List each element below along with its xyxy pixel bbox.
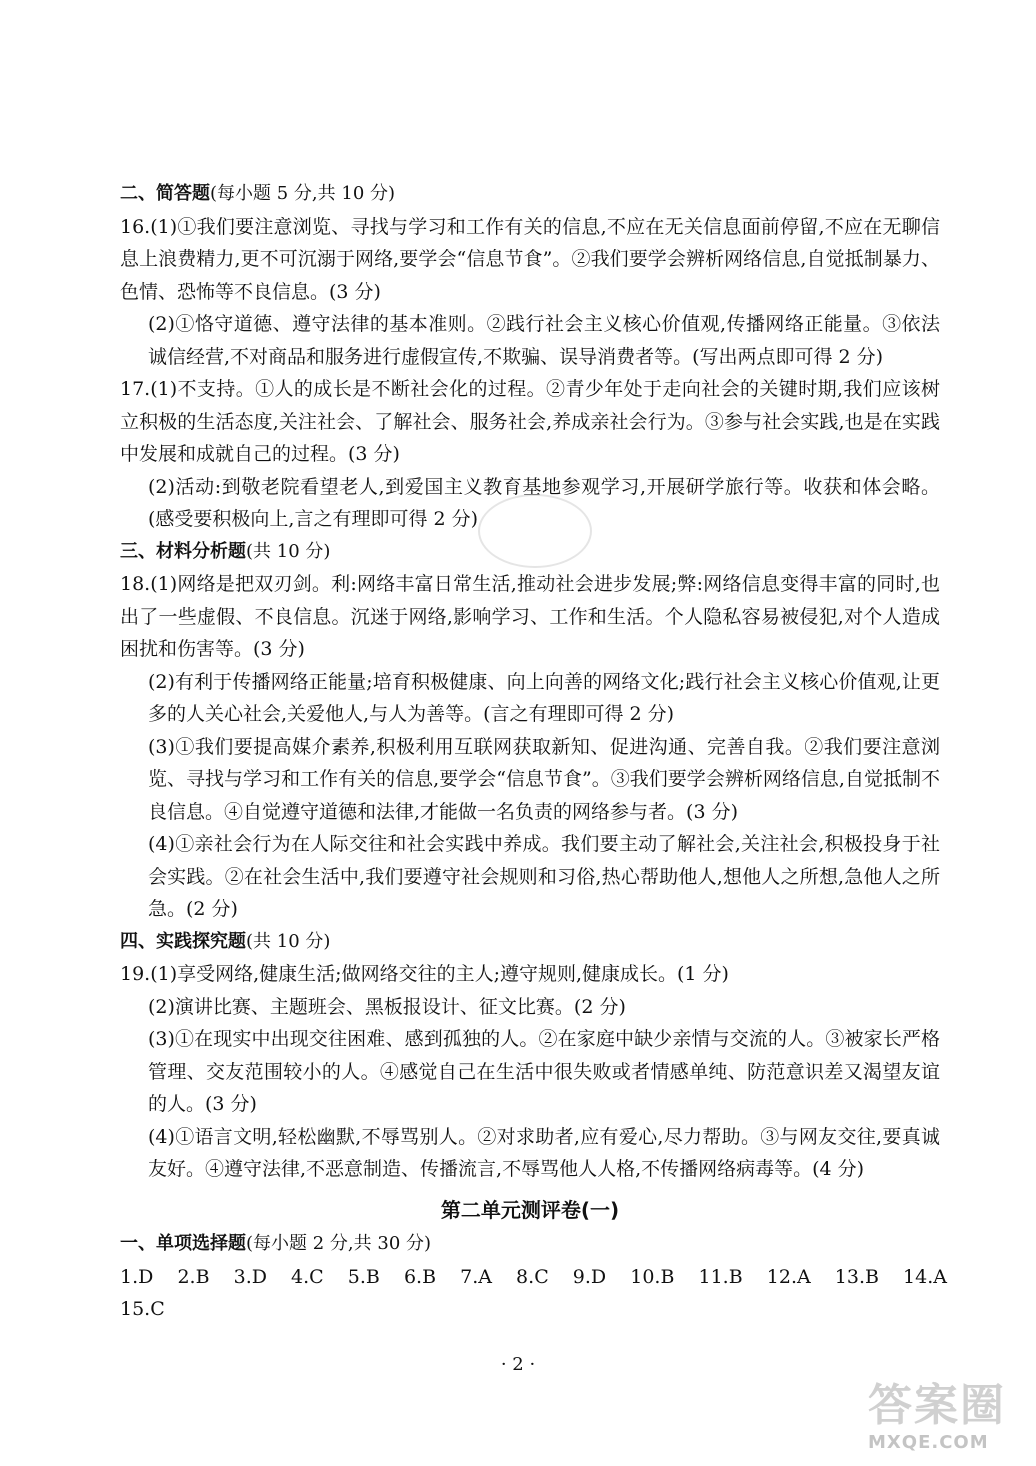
section-heading-material-analysis [120, 536, 940, 569]
choice-answers-line-1: 1.D 2.B 3.D 4.C 5.B 6.B 7.A 8.C 9.D 10.B 11.B 12.A 13.B 14.A [120, 1265, 947, 1288]
section-heading-short-answer [120, 178, 940, 211]
answer-17-2: (2)活动:到敬老院看望老人,到爱国主义教育基地参观学习,开展研学旅行等。收获和体会略。(感受要积极向上,言之有理即可得 2 分) [148, 475, 940, 530]
section-note: (每小题 5 分,共 10 分) [210, 183, 396, 204]
answer-18-1: 18.(1)网络是把双刃剑。利:网络丰富日常生活,推动社会进步发展;弊:网络信息变得丰富的同时,也出了一些虚假、不良信息。沉迷于网络,影响学习、工作和生活。个人隐私容易被侵犯,对个人造成困扰和伤害等。(3 分) [120, 573, 940, 660]
watermark-logo-text: 答案圈 [868, 1380, 1006, 1431]
answer-16-1: 16.(1)①我们要注意浏览、寻找与学习和工作有关的信息,不应在无关信息面前停留,不应在无聊信息上浪费精力,更不可沉溺于网络,要学会“信息节食”。②我们要学会辨析网络信息,自觉抵制暴力、色情、恐怖等不良信息。(3 分) [120, 215, 940, 303]
section-heading-practice-inquiry [120, 926, 940, 959]
section-note: (每小题 2 分,共 30 分) [246, 1233, 432, 1254]
section-title: 二、简答题 [120, 183, 210, 204]
watermark-url: MXQE.COM [868, 1432, 989, 1453]
page-number: · 2 · [500, 1354, 536, 1375]
answer-16-2: (2)①恪守道德、遵守法律的基本准则。②践行社会主义核心价值观,传播网络正能量。③依法诚信经营,不对商品和服务进行虚假宣传,不欺骗、误导消费者等。(写出两点即可得 2 分) [148, 313, 940, 368]
answer-19-2: (2)演讲比赛、主题班会、黑板报设计、征文比赛。(2 分) [148, 995, 626, 1018]
answer-19-1: 19.(1)享受网络,健康生活;做网络交往的主人;遵守规则,健康成长。(1 分) [120, 963, 729, 985]
section-heading-single-choice [120, 1228, 940, 1261]
answer-18-3: (3)①我们要提高媒介素养,积极利用互联网获取新知、促进沟通、完善自我。②我们要注意浏览、寻找与学习和工作有关的信息,要学会“信息节食”。③我们要学会辨析网络信息,自觉抵制不良信息。④自觉遵守道德和法律,才能做一名负责的网络参与者。(3 分) [148, 735, 940, 823]
answer-content [120, 178, 947, 1326]
section-title: 三、材料分析题 [120, 540, 246, 562]
site-watermark [868, 1380, 1018, 1460]
section-note: (共 10 分) [246, 540, 331, 562]
choice-answers-line-2: 15.C [120, 1298, 165, 1320]
section-note: (共 10 分) [246, 930, 331, 952]
answer-18-4: (4)①亲社会行为在人际交往和社会实践中养成。我们要主动了解社会,关注社会,积极投身于社会实践。②在社会生活中,我们要遵守社会规则和习俗,热心帮助他人,想他人之所想,急他人之所急。(2 分) [148, 833, 940, 920]
section-title: 四、实践探究题 [120, 930, 246, 952]
unit-title: 第二单元测评卷(一) [440, 1197, 620, 1222]
answer-17-1: 17.(1)不支持。①人的成长是不断社会化的过程。②青少年处于走向社会的关键时期,我们应该树立积极的生活态度,关注社会、了解社会、服务社会,养成亲社会行为。③参与社会实践,也是在实践中发展和成就自己的过程。(3 分) [120, 378, 940, 465]
answer-18-2: (2)有利于传播网络正能量;培育积极健康、向上向善的网络文化;践行社会主义核心价值观,让更多的人关心社会,关爱他人,与人为善等。(言之有理即可得 2 分) [148, 670, 940, 725]
section-title: 一、单项选择题 [120, 1233, 246, 1254]
answer-19-3: (3)①在现实中出现交往困难、感到孤独的人。②在家庭中缺少亲情与交流的人。③被家长严格管理、交友范围较小的人。④感觉自己在生活中很失败或者情感单纯、防范意识差又渴望友谊的人。(3 分) [148, 1028, 940, 1115]
answer-19-4: (4)①语言文明,轻松幽默,不辱骂别人。②对求助者,应有爱心,尽力帮助。③与网友交往,要真诚友好。④遵守法律,不恶意制造、传播流言,不辱骂他人人格,不传播网络病毒等。(4 分) [148, 1125, 940, 1180]
